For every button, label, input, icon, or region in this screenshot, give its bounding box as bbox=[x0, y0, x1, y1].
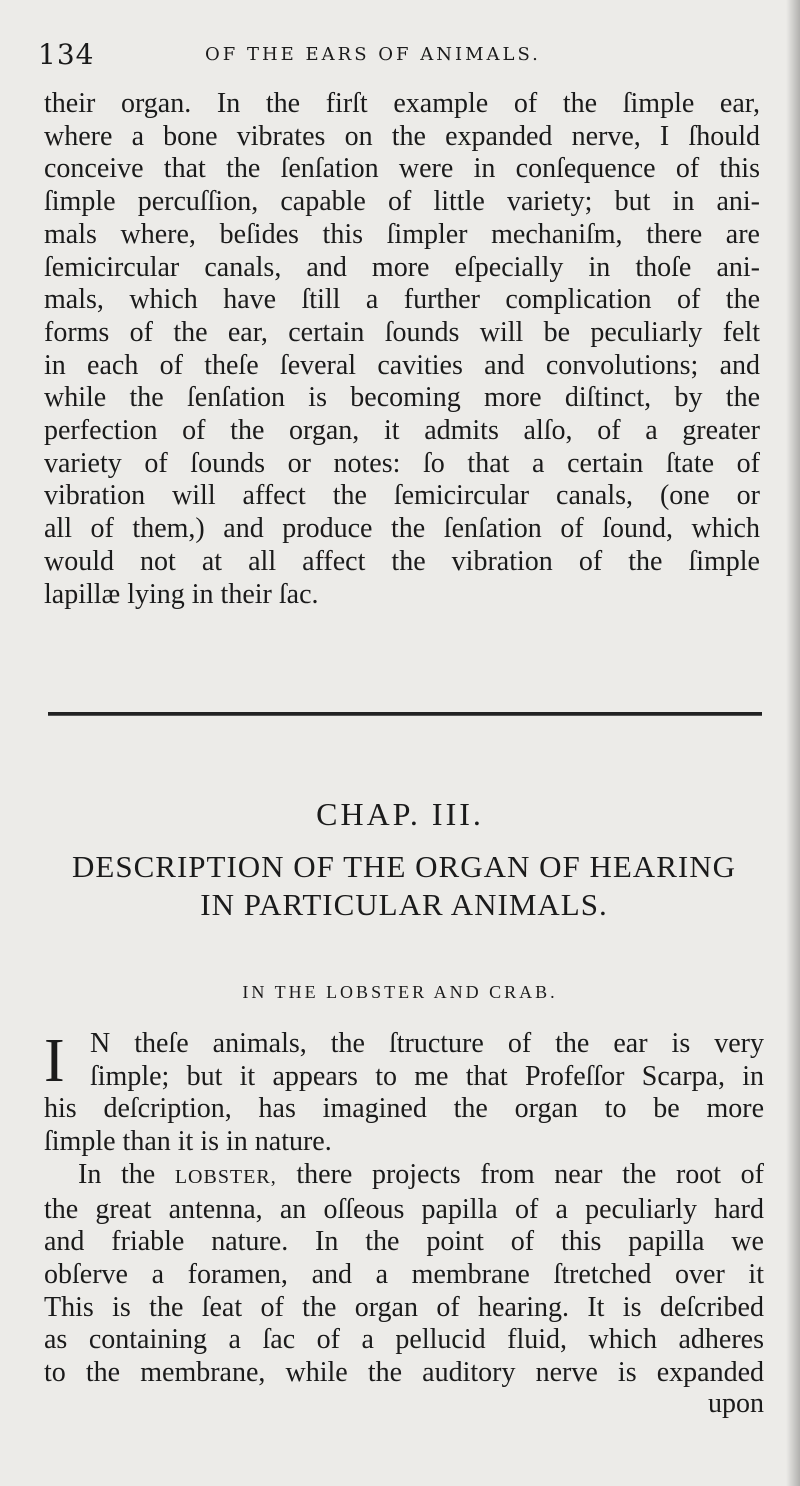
text-line: N theſe animals, the ſtructure of the ear is very bbox=[90, 1028, 764, 1059]
text-line: to the membrane, while the auditory nerve is expanded bbox=[44, 1357, 764, 1389]
text-line: This is the ſeat of the organ of hearing. It is deſcribed bbox=[44, 1291, 764, 1323]
text-line: in each of theſe ſeveral cavities and convolutions; and bbox=[44, 349, 760, 381]
chapter-title-line: IN PARTICULAR ANIMALS. bbox=[200, 887, 608, 922]
text-line: forms of the ear, certain ſounds will be peculiarly felt bbox=[44, 316, 760, 348]
section-subheading: IN THE LOBSTER AND CRAB. bbox=[242, 982, 558, 1002]
section-paragraph bbox=[44, 1028, 764, 1390]
page-number: 134 bbox=[38, 38, 95, 71]
text-line: perfection of the organ, it admits alſo, of a greater bbox=[44, 415, 760, 447]
text-line: mals where, beſides this ſimpler mechaniſm, there are bbox=[44, 218, 760, 250]
text-line: ſimple than it is in nature. bbox=[44, 1126, 332, 1158]
text-line: and friable nature. In the point of this papilla we bbox=[44, 1226, 764, 1258]
page-edge-shadow bbox=[786, 0, 800, 1486]
text-line: as containing a ſac of a pellucid fluid, which adheres bbox=[44, 1324, 764, 1356]
text-line: ſimple; but it appears to me that Profeſſor Scarpa, in bbox=[90, 1060, 764, 1092]
running-title: OF THE EARS OF ANIMALS. bbox=[205, 44, 541, 65]
drop-cap: I bbox=[44, 1027, 65, 1095]
text-line: his deſcription, has imagined the organ to be more bbox=[44, 1093, 764, 1125]
text-line: would not at all affect the vibration of the ſimple bbox=[44, 545, 760, 577]
text-line: variety of ſounds or notes: ſo that a certain ſtate of bbox=[44, 447, 760, 479]
chapter-title-line: DESCRIPTION OF THE ORGAN OF HEARING bbox=[72, 849, 736, 884]
section-divider-rule bbox=[48, 712, 762, 716]
chapter-heading: CHAP. III. bbox=[316, 796, 484, 832]
text-line bbox=[44, 1159, 764, 1194]
page-header bbox=[0, 36, 800, 70]
text-line: while the ſenſation is becoming more diſtinct, by the bbox=[44, 382, 760, 414]
catchword: upon bbox=[708, 1388, 764, 1419]
text-line: the great antenna, an oſſeous papilla of a peculiarly hard bbox=[44, 1193, 764, 1225]
text-line: vibration will affect the ſemicircular canals, (one or bbox=[44, 480, 760, 512]
text-line: ſimple percuſſion, capable of little variety; but in ani- bbox=[44, 186, 760, 218]
text-fragment: In the bbox=[78, 1158, 156, 1190]
text-line: mals, which have ſtill a further complication of the bbox=[44, 284, 760, 316]
small-caps-term: LOBSTER, bbox=[174, 1165, 277, 1188]
chapter-title bbox=[46, 848, 762, 924]
text-line: lapillæ lying in their ſac. bbox=[44, 578, 319, 610]
text-line: conceive that the ſenſation were in conſequence of this bbox=[44, 153, 760, 185]
text-fragment: there projects from near the root of bbox=[296, 1158, 765, 1190]
text-line: their organ. In the firſt example of the ſimple ear, bbox=[44, 88, 760, 119]
text-line: ſemicircular canals, and more eſpecially in thoſe ani- bbox=[44, 251, 760, 283]
text-line: where a bone vibrates on the expanded nerve, I ſhould bbox=[44, 120, 760, 152]
text-line: obſerve a foramen, and a membrane ſtretched over it bbox=[44, 1258, 764, 1290]
text-line: all of them,) and produce the ſenſation of ſound, which bbox=[44, 513, 760, 545]
body-paragraph bbox=[44, 88, 760, 611]
